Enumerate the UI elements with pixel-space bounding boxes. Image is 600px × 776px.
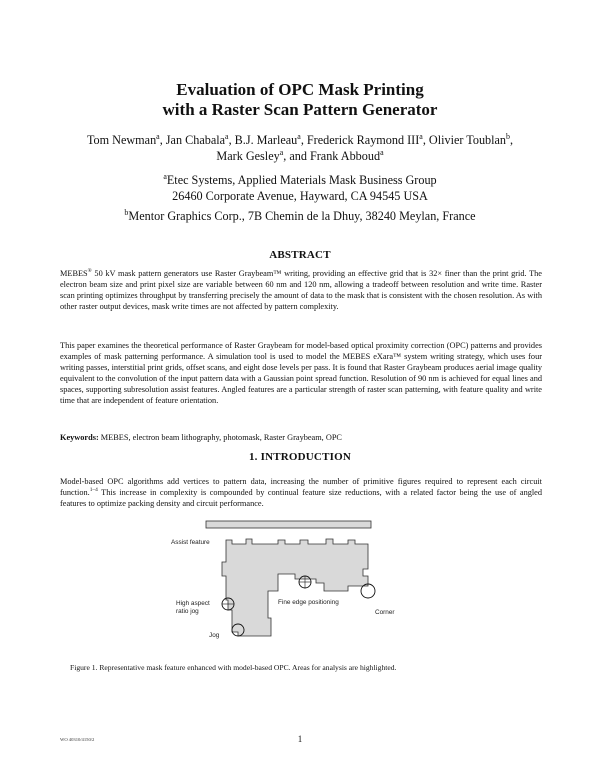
author-affiliation-mark: a (297, 131, 301, 141)
label-high-aspect-2: ratio jog (176, 608, 199, 615)
author-affiliation-mark: a (419, 131, 423, 141)
intro-text-start: Model-based OPC algorithms add vertices to pattern data, increasing the number of primitive figures required to represent each circuit function. (60, 477, 542, 498)
label-assist-feature: Assist feature (171, 539, 210, 546)
keywords-label: Keywords: (60, 433, 99, 442)
author-name: , B.J. Marleau (228, 133, 298, 147)
figure-1-caption: Figure 1. Representative mask feature enhanced with model-based OPC. Areas for analysis are highlighted. (70, 663, 397, 672)
figure-1-diagram (168, 518, 418, 643)
reference-mark: 1–4 (89, 487, 98, 494)
author-name: , and Frank Abboud (283, 149, 381, 163)
paper-title (0, 80, 600, 120)
author-name: , Frederick Raymond III (300, 133, 420, 147)
affiliation-b-line: Mentor Graphics Corp., 7B Chemin de la Dhuy, 38240 Meylan, France (128, 209, 476, 223)
author-list (40, 132, 560, 164)
title-line-2: with a Raster Scan Pattern Generator (162, 100, 438, 119)
assist-feature-bar (206, 521, 371, 528)
abstract-heading: ABSTRACT (269, 249, 331, 261)
keywords-text: MEBES, electron beam lithography, photomask, Raster Graybeam, OPC (98, 433, 342, 442)
abstract-paragraph-2: This paper examines the theoretical performance of Raster Graybeam for model-based optical proximity correction (OPC) patterns and provides examples of mask patterning performance. A simulation tool is used to model the MEBES eXara™ system writing strategy, which uses four writing passes, interstitial print grids, offset scans, and eight dose levels per pass. It is found that Raster Graybeam produces aerial image quality equivalent to the convolution of the input pattern data with a Gaussian point spread function. Resolution of 90 nm is achieved for equal lines and spaces, supporting subresolution assist features. Angled features are a particular strength of raster scan patterning, with feature quality and write time that are independent of feature orientation. (60, 341, 542, 406)
author-name: Tom Newman (86, 133, 157, 147)
abstract-paragraph-1 (60, 268, 542, 312)
footer-document-id: WO 40310/4150/2 (60, 737, 95, 742)
author-affiliation-mark: a (380, 147, 384, 157)
introduction-paragraph (60, 476, 542, 509)
affiliation-a (40, 172, 560, 204)
registered-mark: ® (87, 268, 92, 275)
author-separator: , (510, 133, 514, 147)
author-name: Mark Gesley (216, 149, 280, 163)
keywords (60, 432, 542, 443)
affiliation-a-line-1: Etec Systems, Applied Materials Mask Business Group (166, 173, 437, 187)
affiliation-a-line-2: 26460 Corporate Avenue, Hayward, CA 94545 USA (172, 189, 428, 203)
abstract-p1-body: 50 kV mask pattern generators use Raster Graybeam™ writing, providing an effective grid that is 32× finer than the print grid. The electron beam size and print pixel size are variable between 60 nm and 120 nm, allowing a tradeoff between resolution and write time. Raster scan printing optimizes throughput by transferring precisely the amount of data to the mask that is consistent with the chosen resolution. As with other raster output devices, mask write times are not affected by pattern complexity. (60, 269, 542, 312)
label-jog: Jog (209, 632, 220, 639)
author-affiliation-mark: a (279, 147, 284, 157)
author-name: , Jan Chabala (159, 133, 226, 147)
affiliation-b (40, 208, 560, 224)
opc-feature-shape (222, 539, 368, 636)
author-affiliation-mark: a (156, 131, 160, 141)
title-line-1: Evaluation of OPC Mask Printing (176, 80, 424, 99)
affiliation-mark: a (163, 171, 167, 181)
introduction-heading: 1. INTRODUCTION (248, 451, 351, 463)
author-line-1 (40, 132, 560, 148)
page-number: 1 (297, 734, 303, 744)
affiliation-mark: b (124, 207, 129, 217)
author-affiliation-mark: a (225, 131, 229, 141)
label-high-aspect-1: High aspect (176, 600, 210, 607)
author-name: , Olivier Toublan (422, 133, 507, 147)
abstract-p1-start: MEBES (60, 269, 88, 278)
author-line-2 (40, 148, 560, 164)
author-affiliation-mark: b (506, 131, 510, 141)
label-corner: Corner (375, 609, 395, 616)
label-fine-edge: Fine edge positioning (278, 599, 339, 606)
intro-text-end: This increase in complexity is compounded by continual feature size reductions, with a related factor being the use of angled features to optimize packing density and circuit performance. (60, 488, 542, 509)
